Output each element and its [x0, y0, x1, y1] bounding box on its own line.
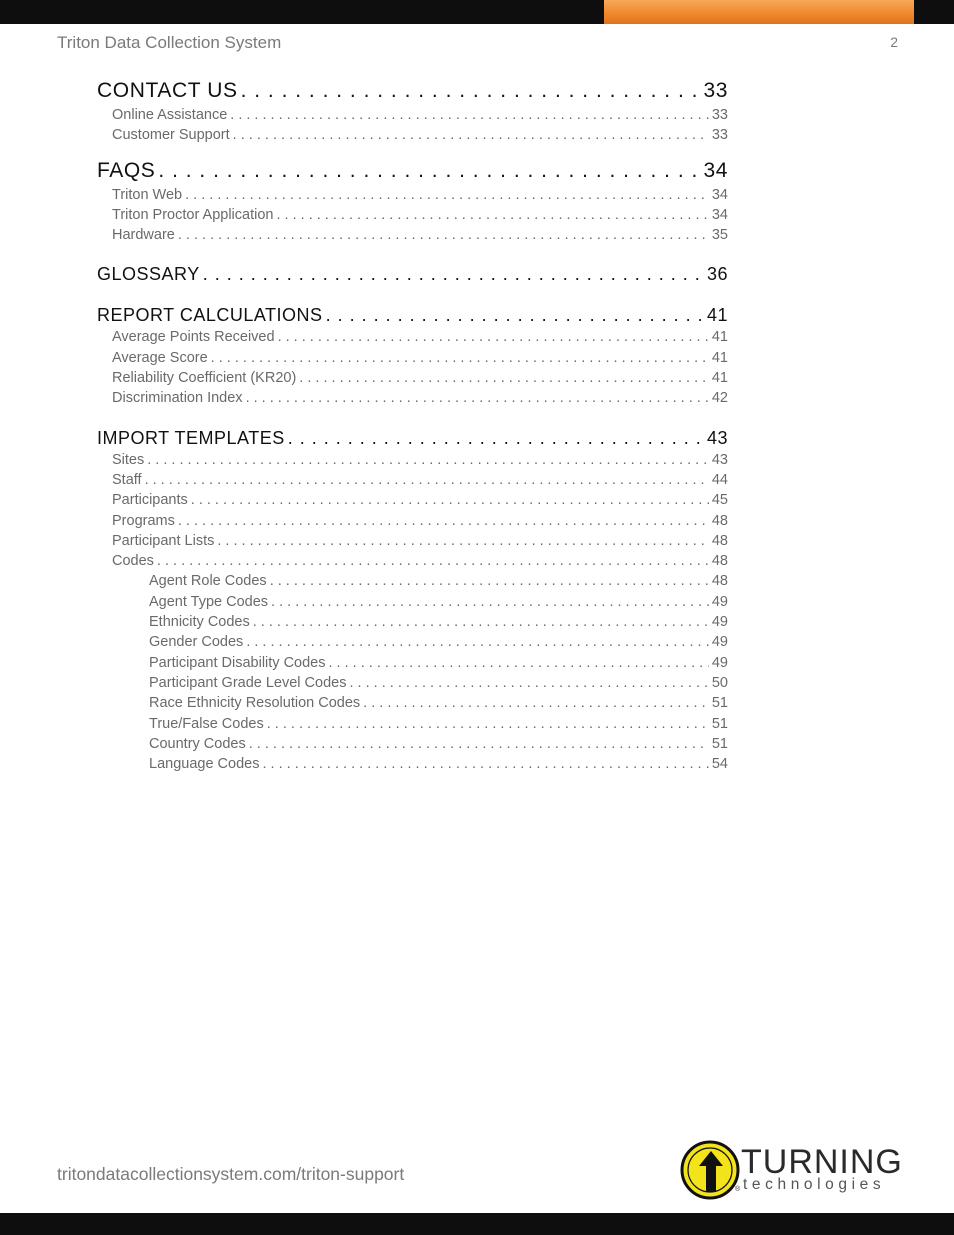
toc-entry[interactable]: Average Score . . . 41: [97, 350, 728, 370]
toc-subentry[interactable]: True/False Codes . . . 51: [97, 716, 728, 736]
toc-entry[interactable]: Customer Support . . . 33: [97, 127, 728, 147]
registered-mark: ®: [735, 1186, 741, 1193]
toc-entry-faqs[interactable]: FAQS . . . 34: [97, 159, 728, 187]
toc-entry[interactable]: Sites . . . 43: [97, 452, 728, 472]
toc-entry[interactable]: Discrimination Index . . . 42: [97, 390, 728, 410]
toc-entry[interactable]: Reliability Coefficient (KR20) . . . 41: [97, 370, 728, 390]
header-title: Triton Data Collection System: [57, 33, 282, 52]
bottom-bar: [0, 1213, 954, 1235]
toc-subentry[interactable]: Race Ethnicity Resolution Codes . . . 51: [97, 695, 728, 715]
toc-entry[interactable]: Participants . . . 45: [97, 492, 728, 512]
toc-entry-import-templates[interactable]: IMPORT TEMPLATES . . . 43: [97, 428, 728, 452]
toc-entry[interactable]: Triton Proctor Application . . . 34: [97, 207, 728, 227]
toc-subentry[interactable]: Agent Role Codes . . . 48: [97, 573, 728, 593]
toc-entry[interactable]: Average Points Received . . . 41: [97, 329, 728, 349]
toc-entry[interactable]: Staff . . . 44: [97, 472, 728, 492]
toc-entry-report-calculations[interactable]: REPORT CALCULATIONS . . . 41: [97, 305, 728, 329]
page-number: 2: [890, 34, 898, 50]
toc-subentry[interactable]: Language Codes . . . 54: [97, 756, 728, 776]
toc-entry-glossary[interactable]: GLOSSARY . . . 36: [97, 264, 728, 288]
logo-tagline: technologies: [743, 1176, 886, 1193]
toc-subentry[interactable]: Participant Grade Level Codes . . . 50: [97, 675, 728, 695]
arrow-circle-logo-icon: [680, 1140, 740, 1200]
top-accent-stripe: [604, 0, 914, 24]
toc-entry[interactable]: Programs . . . 48: [97, 513, 728, 533]
turning-technologies-logo: [680, 1140, 912, 1202]
toc-subentry[interactable]: Participant Disability Codes . . . 49: [97, 655, 728, 675]
table-of-contents: [97, 79, 728, 776]
toc-subentry[interactable]: Ethnicity Codes . . . 49: [97, 614, 728, 634]
toc-entry[interactable]: Online Assistance . . . 33: [97, 107, 728, 127]
footer-url-link[interactable]: tritondatacollectionsystem.com/triton-support: [57, 1164, 405, 1184]
toc-entry-contact-us[interactable]: CONTACT US . . . 33: [97, 79, 728, 107]
toc-entry[interactable]: Codes . . . 48: [97, 553, 728, 573]
toc-subentry[interactable]: Country Codes . . . 51: [97, 736, 728, 756]
logo-wordmark: TURNING: [741, 1143, 903, 1181]
toc-entry[interactable]: Triton Web . . . 34: [97, 187, 728, 207]
toc-subentry[interactable]: Gender Codes . . . 49: [97, 634, 728, 654]
toc-subentry[interactable]: Agent Type Codes . . . 49: [97, 594, 728, 614]
toc-entry[interactable]: Hardware . . . 35: [97, 227, 728, 247]
toc-entry[interactable]: Participant Lists . . . 48: [97, 533, 728, 553]
